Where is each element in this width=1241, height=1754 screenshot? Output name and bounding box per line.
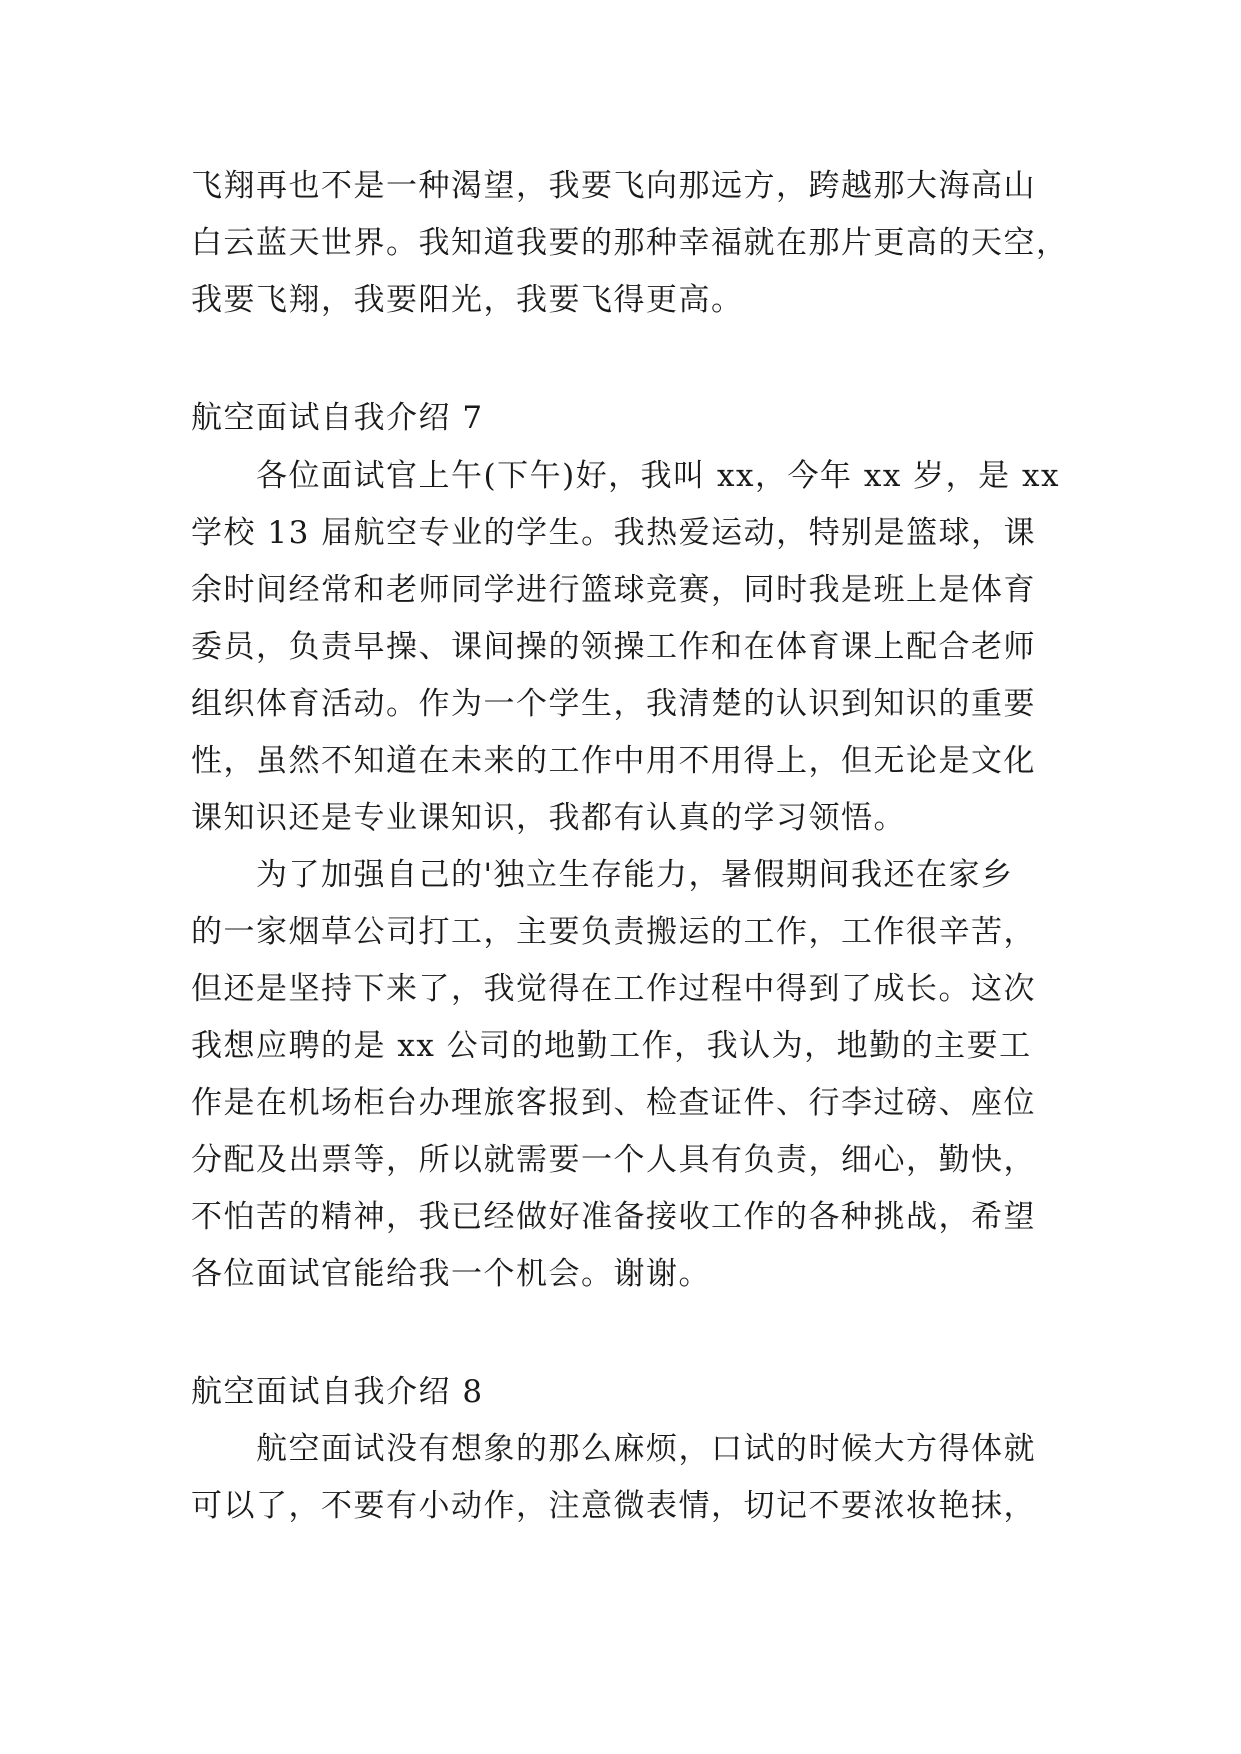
section-7-para-2-line-6: 分配及出票等，所以就需要一个人具有负责，细心，勤快， bbox=[191, 1142, 1036, 1178]
section-7-heading: 航空面试自我介绍 7 bbox=[191, 400, 484, 436]
section-7-para-1-line-1: 各位面试官上午(下午)好，我叫 xx，今年 xx 岁，是 xx bbox=[256, 458, 1060, 494]
intro-line-2: 白云蓝天世界。我知道我要的那种幸福就在那片更高的天空， bbox=[191, 225, 1069, 261]
section-7-para-1-line-4: 委员，负责早操、课间操的领操工作和在体育课上配合老师 bbox=[191, 629, 1036, 665]
section-7-para-1-line-2: 学校 13 届航空专业的学生。我热爱运动，特别是篮球，课 bbox=[191, 515, 1037, 551]
section-7-para-2-line-1: 为了加强自己的'独立生存能力，暑假期间我还在家乡 bbox=[256, 857, 1014, 893]
section-7-para-2-line-4: 我想应聘的是 xx 公司的地勤工作，我认为，地勤的主要工 bbox=[191, 1028, 1032, 1064]
section-7-para-1-line-3: 余时间经常和老师同学进行篮球竞赛，同时我是班上是体育 bbox=[191, 572, 1036, 608]
section-7-para-1-line-5: 组织体育活动。作为一个学生，我清楚的认识到知识的重要 bbox=[191, 686, 1036, 722]
section-7-para-1-line-6: 性，虽然不知道在未来的工作中用不用得上，但无论是文化 bbox=[191, 743, 1036, 779]
section-8-para-1-line-1: 航空面试没有想象的那么麻烦，口试的时候大方得体就 bbox=[256, 1431, 1036, 1467]
section-7-para-2-line-8: 各位面试官能给我一个机会。谢谢。 bbox=[191, 1256, 711, 1292]
section-7-para-2-line-5: 作是在机场柜台办理旅客报到、检查证件、行李过磅、座位 bbox=[191, 1085, 1036, 1121]
section-7-para-2-line-7: 不怕苦的精神，我已经做好准备接收工作的各种挑战，希望 bbox=[191, 1199, 1036, 1235]
section-7-para-2-line-3: 但还是坚持下来了，我觉得在工作过程中得到了成长。这次 bbox=[191, 971, 1036, 1007]
section-7-para-1-line-7: 课知识还是专业课知识，我都有认真的学习领悟。 bbox=[191, 800, 906, 836]
section-7-para-2-line-2: 的一家烟草公司打工，主要负责搬运的工作，工作很辛苦， bbox=[191, 914, 1036, 950]
section-8-para-1-line-2: 可以了，不要有小动作，注意微表情，切记不要浓妆艳抹， bbox=[191, 1488, 1036, 1524]
intro-line-1: 飞翔再也不是一种渴望，我要飞向那远方，跨越那大海高山 bbox=[191, 168, 1036, 204]
section-8-heading: 航空面试自我介绍 8 bbox=[191, 1374, 484, 1410]
intro-line-3: 我要飞翔，我要阳光，我要飞得更高。 bbox=[191, 282, 744, 318]
